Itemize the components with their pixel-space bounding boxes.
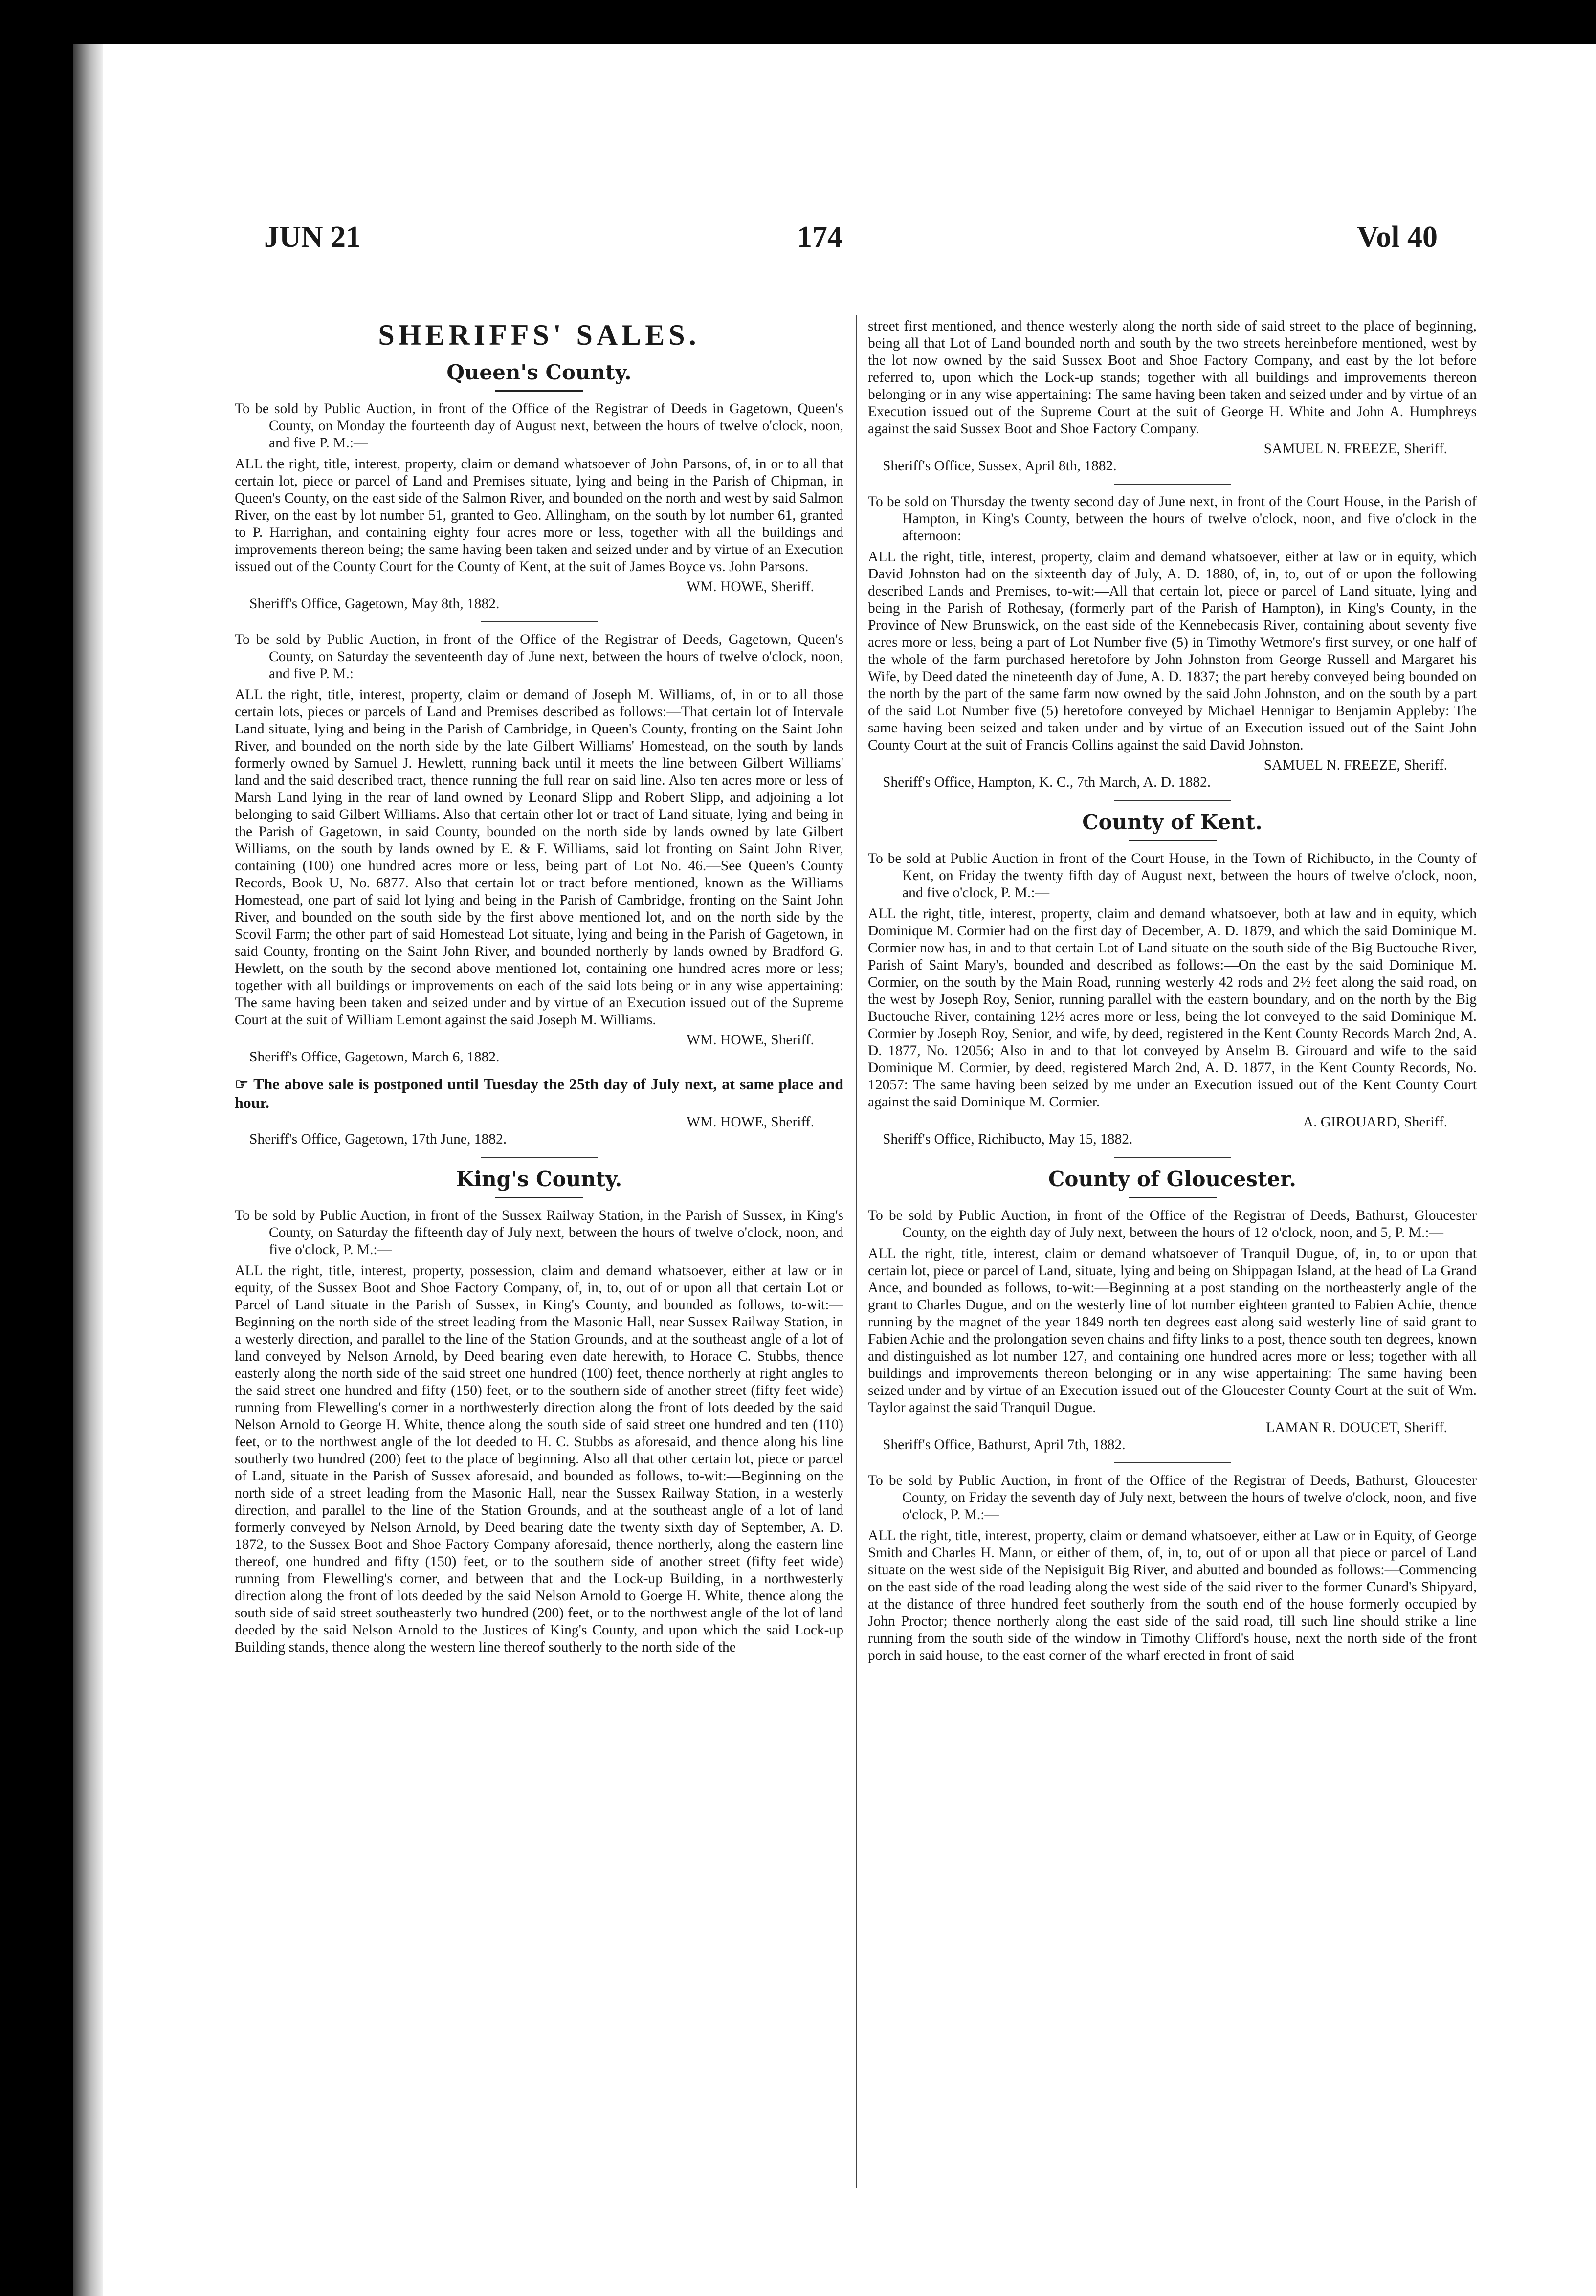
sheriff-office-line: Sheriff's Office, Richibucto, May 15, 1882.: [883, 1131, 1133, 1147]
postponement-notice: ☞ The above sale is postponed until Tuesday the 25th day of July next, at same place and hour.: [235, 1075, 843, 1111]
sheriff-signature: WM. HOWE, Sheriff.: [687, 579, 814, 595]
sheriff-office-line: Sheriff's Office, Sussex, April 8th, 1882.: [883, 458, 1117, 474]
sale-body: ALL the right, title, interest, property, claim and demand whatsoever, both at law and in equity, which Dominique M. Cormier had on the first day of December, A. D. 1879, and which the said Dominique M. Cormier now has, in and to that certain Lot of Land situate on the south side of the Big Buctouche River, Parish of Saint Mary's, bounded and described as follows:—On the east by the said Dominique M. Cormier, on the south by the Main Road, running westerly 42 rods and 2½ feet along the said road, on the west by Joseph Roy, Senior, running parallel with the eastern boundary, and on the north by the Big Buctouche River, containing 12½ acres more or less, being the lot conveyed to the said Dominique M. Cormier by Joseph Roy, Senior, and wife, by deed, registered in the Kent County Records March 2nd, A. D. 1877, No. 12056; Also in and to that lot conveyed by Anselm B. Girouard and wife to the said Dominique M. Cormier, by deed, registered March 2nd, A. D. 1877, in the Kent County Records, No. 12057: The same having been seized by me under an Execution issued out of the Kent County Court against the said Dominique M. Cormier.: [868, 906, 1477, 1110]
sale-intro: To be sold by Public Auction, in front of the Office of the Registrar of Deeds, Bathurst, Gloucester County, on the eighth day of July next, between the hours of 12 o'clock, noon, and 5, P. M.:—: [868, 1208, 1477, 1240]
separator: [481, 621, 598, 622]
page-number: 174: [797, 221, 842, 254]
sale-intro: To be sold by Public Auction, in front of the Office of the Registrar of Deeds, Gagetown, Queen's County, on Saturday the seventeenth day of June next, between the hours of twelve o'clock, noon, and five P. M.:: [235, 632, 843, 682]
newspaper-page: [73, 44, 1596, 2296]
separator: [481, 1157, 598, 1158]
sheriff-signature: SAMUEL N. FREEZE, Sheriff.: [1264, 757, 1447, 773]
page-header: [264, 220, 1438, 264]
heading-rule: [1129, 1197, 1217, 1198]
sale-intro: To be sold by Public Auction, in front of the Office of the Registrar of Deeds in Gagetown, Queen's County, on Monday the fourteenth day of August next, between the hours of twelve o'clock, noon, and five P. M.:—: [235, 401, 843, 451]
county-heading-kings: King's County.: [456, 1167, 622, 1191]
county-heading-queens: Queen's County.: [446, 360, 632, 384]
right-column: [868, 318, 1477, 2190]
separator: [1114, 1462, 1231, 1463]
sale-body: ALL the right, title, interest, property, claim or demand whatsoever, either at Law or in Equity, of George Smith and Charles H. Mann, or either of them, of, in, to, out of or upon all that piece or parcel of Land situate on the west side of the Nepisiguit Big River, and abutted and bounded as follows:—Commencing on the east side of the road leading along the west side of the said river to the former Cunard's Shipyard, at the distance of three hundred feet southerly from the south end of the house formerly occupied by John Proctor; thence northerly along the east side of the said road, till such line should strike a line running from the south side of the window in Timothy Clifford's house, next the north side of the front porch in said house, to the east corner of the wharf erected in front of said: [868, 1528, 1477, 1663]
sheriff-office-line: Sheriff's Office, Gagetown, May 8th, 1882.: [249, 596, 500, 612]
separator: [1114, 484, 1231, 485]
left-column: [235, 318, 843, 2190]
sale-intro: To be sold by Public Auction, in front of the Sussex Railway Station, in the Parish of Sussex, in King's County, on Saturday the fifteenth day of July next, between the hours of twelve o'clock, noon, and five o'clock, P. M.:—: [235, 1208, 843, 1258]
sheriff-office-line: Sheriff's Office, Bathurst, April 7th, 1882.: [883, 1437, 1126, 1453]
column-divider: [856, 315, 857, 2188]
sheriff-signature: SAMUEL N. FREEZE, Sheriff.: [1264, 441, 1447, 457]
heading-rule: [495, 390, 583, 392]
sheriff-signature: A. GIROUARD, Sheriff.: [1303, 1114, 1447, 1130]
heading-rule: [1129, 840, 1217, 841]
book-spine: [73, 44, 103, 2296]
heading-rule: [495, 1197, 583, 1198]
sale-intro: To be sold on Thursday the twenty second day of June next, in front of the Court House, in the Parish of Hampton, in King's County, between the hours of twelve o'clock, noon, and five o'clock in the afternoon:: [868, 494, 1477, 544]
sheriff-office-line: Sheriff's Office, Gagetown, March 6, 1882.: [249, 1049, 500, 1065]
sale-body: ALL the right, title, interest, property, possession, claim and demand whatsoever, either at law or in equity, of the Sussex Boot and Shoe Factory Company, of, in, to, out of or upon all that certain Lot or Parcel of Land situate in the Parish of Sussex, in King's County, and bounded as follows, to-wit:—Beginning on the north side of the street leading from the Masonic Hall, near Sussex Railway Station, in a westerly direction, and parallel to the line of the Station Grounds, and at the southeast angle of a lot of land conveyed by Nelson Arnold, by Deed bearing even date herewith, to Horace C. Stubbs, thence easterly along the north side of the said street one hundred (100) feet, thence northerly at right angles to the said street one hundred and fifty (150) feet, or to the southern side of another street (fifty feet wide) running from Flewelling's corner in a northwesterly direction along the front of lots deeded by the said Nelson Arnold to George H. White, thence along the south side of said street one hundred and ten (110) feet, or to the northwest angle of the lot deeded to H. C. Stubbs as aforesaid, and thence along his line southerly two hundred (200) feet to the place of beginning. Also all that other certain lot, piece or parcel of Land, situate in the Parish of Sussex aforesaid, and bounded as follows, to-wit:—Beginning on the north side of a street leading from the Masonic Hall, near the Sussex Railway Station, in a westerly direction, and parallel to the line of the Station Grounds, and at the southeast angle of a lot of land formerly conveyed by Nelson Arnold, by Deed bearing date the twenty sixth day of September, A. D. 1872, to the Sussex Boot and Shoe Factory Company aforesaid, thence northerly, along the eastern line thereof, one hundred and fifty (150) feet, or to the southern side of another street (fifty feet wide) running from Flewelling's corner, and between that and the Lock-up Building, in a northwesterly direction along the front of lots deeded by the said Nelson Arnold to Goerge H. White, thence along the south side of said street southeasterly two hundred (200) feet, or to the northwest angle of the lot of land deeded by the said Nelson Arnold to the Justices of King's County, and upon which the said Lock-up Building stands, thence along the western line thereof southerly to the north side of the: [235, 1263, 843, 1655]
sale-body: ALL the right, title, interest, property, claim and demand whatsoever, either at law or in equity, which David Johnston had on the sixteenth day of July, A. D. 1880, of, in, to, out of or upon the following described Lands and Premises, to-wit:—All that certain lot, piece or parcel of Land situate, lying and being in the Parish of Rothesay, (formerly part of the Parish of Hampton), in King's County, in the Province of New Brunswick, on the east side of the Kennebecasis River, containing about seventy five acres more or less, being a part of Lot Number five (5) in Timothy Wetmore's first survey, or one half of the whole of the farm purchased heretofore by John Johnston from George Russell and Margaret his Wife, by Deed dated the nineteenth day of June, A. D. 1837; the part hereby conveyed being bounded on the north by the part of the same farm now owned by the said John Johnston, and on the south by a part of the said Lot Number five (5) heretofore conveyed by Michael Hennigar to Benjamin Appleby: The same having been seized and taken under and by virtue of an Execution issued out of the Saint John County Court at the suit of Francis Collins against the said David Johnston.: [868, 549, 1477, 753]
separator: [1114, 1157, 1231, 1158]
sheriff-signature: WM. HOWE, Sheriff.: [687, 1032, 814, 1048]
sheriff-office-line: Sheriff's Office, Gagetown, 17th June, 1882.: [249, 1131, 507, 1147]
volume-label: Vol 40: [1357, 221, 1438, 254]
sale-body: ALL the right, title, interest, claim or demand whatsoever of Tranquil Dugue, of, in, to or upon that certain lot, piece or parcel of Land, situate, lying and being on Shippagan Island, at the head of La Grand Ance, and bounded as follows, to-wit:—Beginning at a post standing on the northeasterly angle of the grant to Charles Dugue, and on the westerly line of lot number eighteen granted to Fabien Achie, thence running by the magnet of the year 1849 north ten degrees east along said westerly line of said grant to Fabien Achie and the prolongation seven chains and fifty links to a post, thence south ten degrees, known and distinguished as lot number 127, and containing one hundred acres more or less; together with all buildings and improvements thereon belonging or in any wise appertaining: The same having been seized under and by virtue of an Execution issued out of the Gloucester County Court at the suit of Wm. Taylor against the said Tranquil Dugue.: [868, 1246, 1477, 1415]
sale-body: ALL the right, title, interest, property, claim or demand whatsoever of John Parsons, of, in or to all that certain lot, piece or parcel of Land and Premises situate, lying and being in the Parish of Chipman, in Queen's County, on the east side of the Salmon River, and bounded on the north and west by said Salmon River, on the east by lot number 51, granted to Geo. Allingham, on the south by lot number 61, granted to P. Harrighan, and containing eighty four acres more or less, together with all the buildings and improvements thereon being; the same having been taken and seized under and by virtue of an Execution issued out of the County Court for the County of Kent, at the suit of James Boyce vs. John Parsons.: [235, 456, 843, 574]
sheriff-signature: WM. HOWE, Sheriff.: [687, 1114, 814, 1130]
county-heading-kent: County of Kent.: [1082, 810, 1263, 834]
county-heading-gloucester: County of Gloucester.: [1048, 1167, 1296, 1191]
sale-body-continued: street first mentioned, and thence westerly along the north side of said street to the place of beginning, being all that Lot of Land bounded north and south by the two streets hereinbefore mentioned, west by the lot now owned by the said Sussex Boot and Shoe Factory Company, and east by the lot before referred to, upon which the Lock-up stands; together with all buildings and improvements thereon belonging or in any wise appertaining: The same having been taken and seized under and by virtue of an Execution issued out of the Supreme Court at the suit of George H. White and John A. Humphreys against the said Sussex Boot and Shoe Factory Company.: [868, 318, 1477, 437]
sale-intro: To be sold at Public Auction in front of the Court House, in the Town of Richibucto, in the County of Kent, on Friday the twenty fifth day of August next, between the hours of twelve o'clock, noon, and five o'clock, P. M.:—: [868, 851, 1477, 901]
separator: [1114, 800, 1231, 801]
sale-intro: To be sold by Public Auction, in front of the Office of the Registrar of Deeds, Bathurst, Gloucester County, on Friday the seventh day of July next, between the hours of twelve o'clock, noon, and five o'clock, P. M.:—: [868, 1473, 1477, 1523]
issue-date: JUN 21: [264, 221, 361, 254]
sheriff-office-line: Sheriff's Office, Hampton, K. C., 7th March, A. D. 1882.: [883, 774, 1211, 790]
sale-body: ALL the right, title, interest, property, claim or demand of Joseph M. Williams, of, in or to all those certain lots, pieces or parcels of Land and Premises described as follows:—That certain lot of Intervale Land situate, lying and being in the Parish of Cambridge, in Queen's County, fronting on the Saint John River, and bounded on the north side by the late Gilbert Williams' Homestead, on the south by lands formerly owned by Samuel J. Hewlett, running back until it meets the line between Gilbert Williams' land and the said described tract, thence running the full rear on said line. Also ten acres more or less of Marsh Land lying in the rear of land owned by Leonard Slipp and Robert Slipp, and adjoining a lot belonging to said Gilbert Williams. Also that certain other lot or tract of Land situate, lying and being in the Parish of Gagetown, in said County, bounded on the north side by lands owned by late Gilbert Williams, on the south by lands owned by E. & F. Williams, said lot fronting on Saint John River, containing (100) one hundred acres more or less, being part of Lot No. 46.—See Queen's County Records, Book U, No. 6877. Also that certain lot or tract before mentioned, known as the Williams Homestead, one part of said lot lying and being in the Parish of Cambridge, fronting on the Saint John River, and bounded on the south side by the first above mentioned lot, and on the north side by the Scovil Farm; the other part of said Homestead Lot situate, lying and being in the Parish of Gagetown, in said County, fronting on the Saint John River, and bounded northerly by lands owned by Bradford G. Hewlett, on the south by the second above mentioned lot, containing one hundred acres more or less; together with all buildings or improvements on each of the said lots being or in any wise appertaining: The same having been taken and seized under and by virtue of an Execution issued out of the Supreme Court at the suit of William Lemont against the said Joseph M. Williams.: [235, 687, 843, 1028]
sheriff-signature: LAMAN R. DOUCET, Sheriff.: [1266, 1420, 1447, 1435]
section-title: SHERIFFS' SALES.: [378, 319, 700, 351]
